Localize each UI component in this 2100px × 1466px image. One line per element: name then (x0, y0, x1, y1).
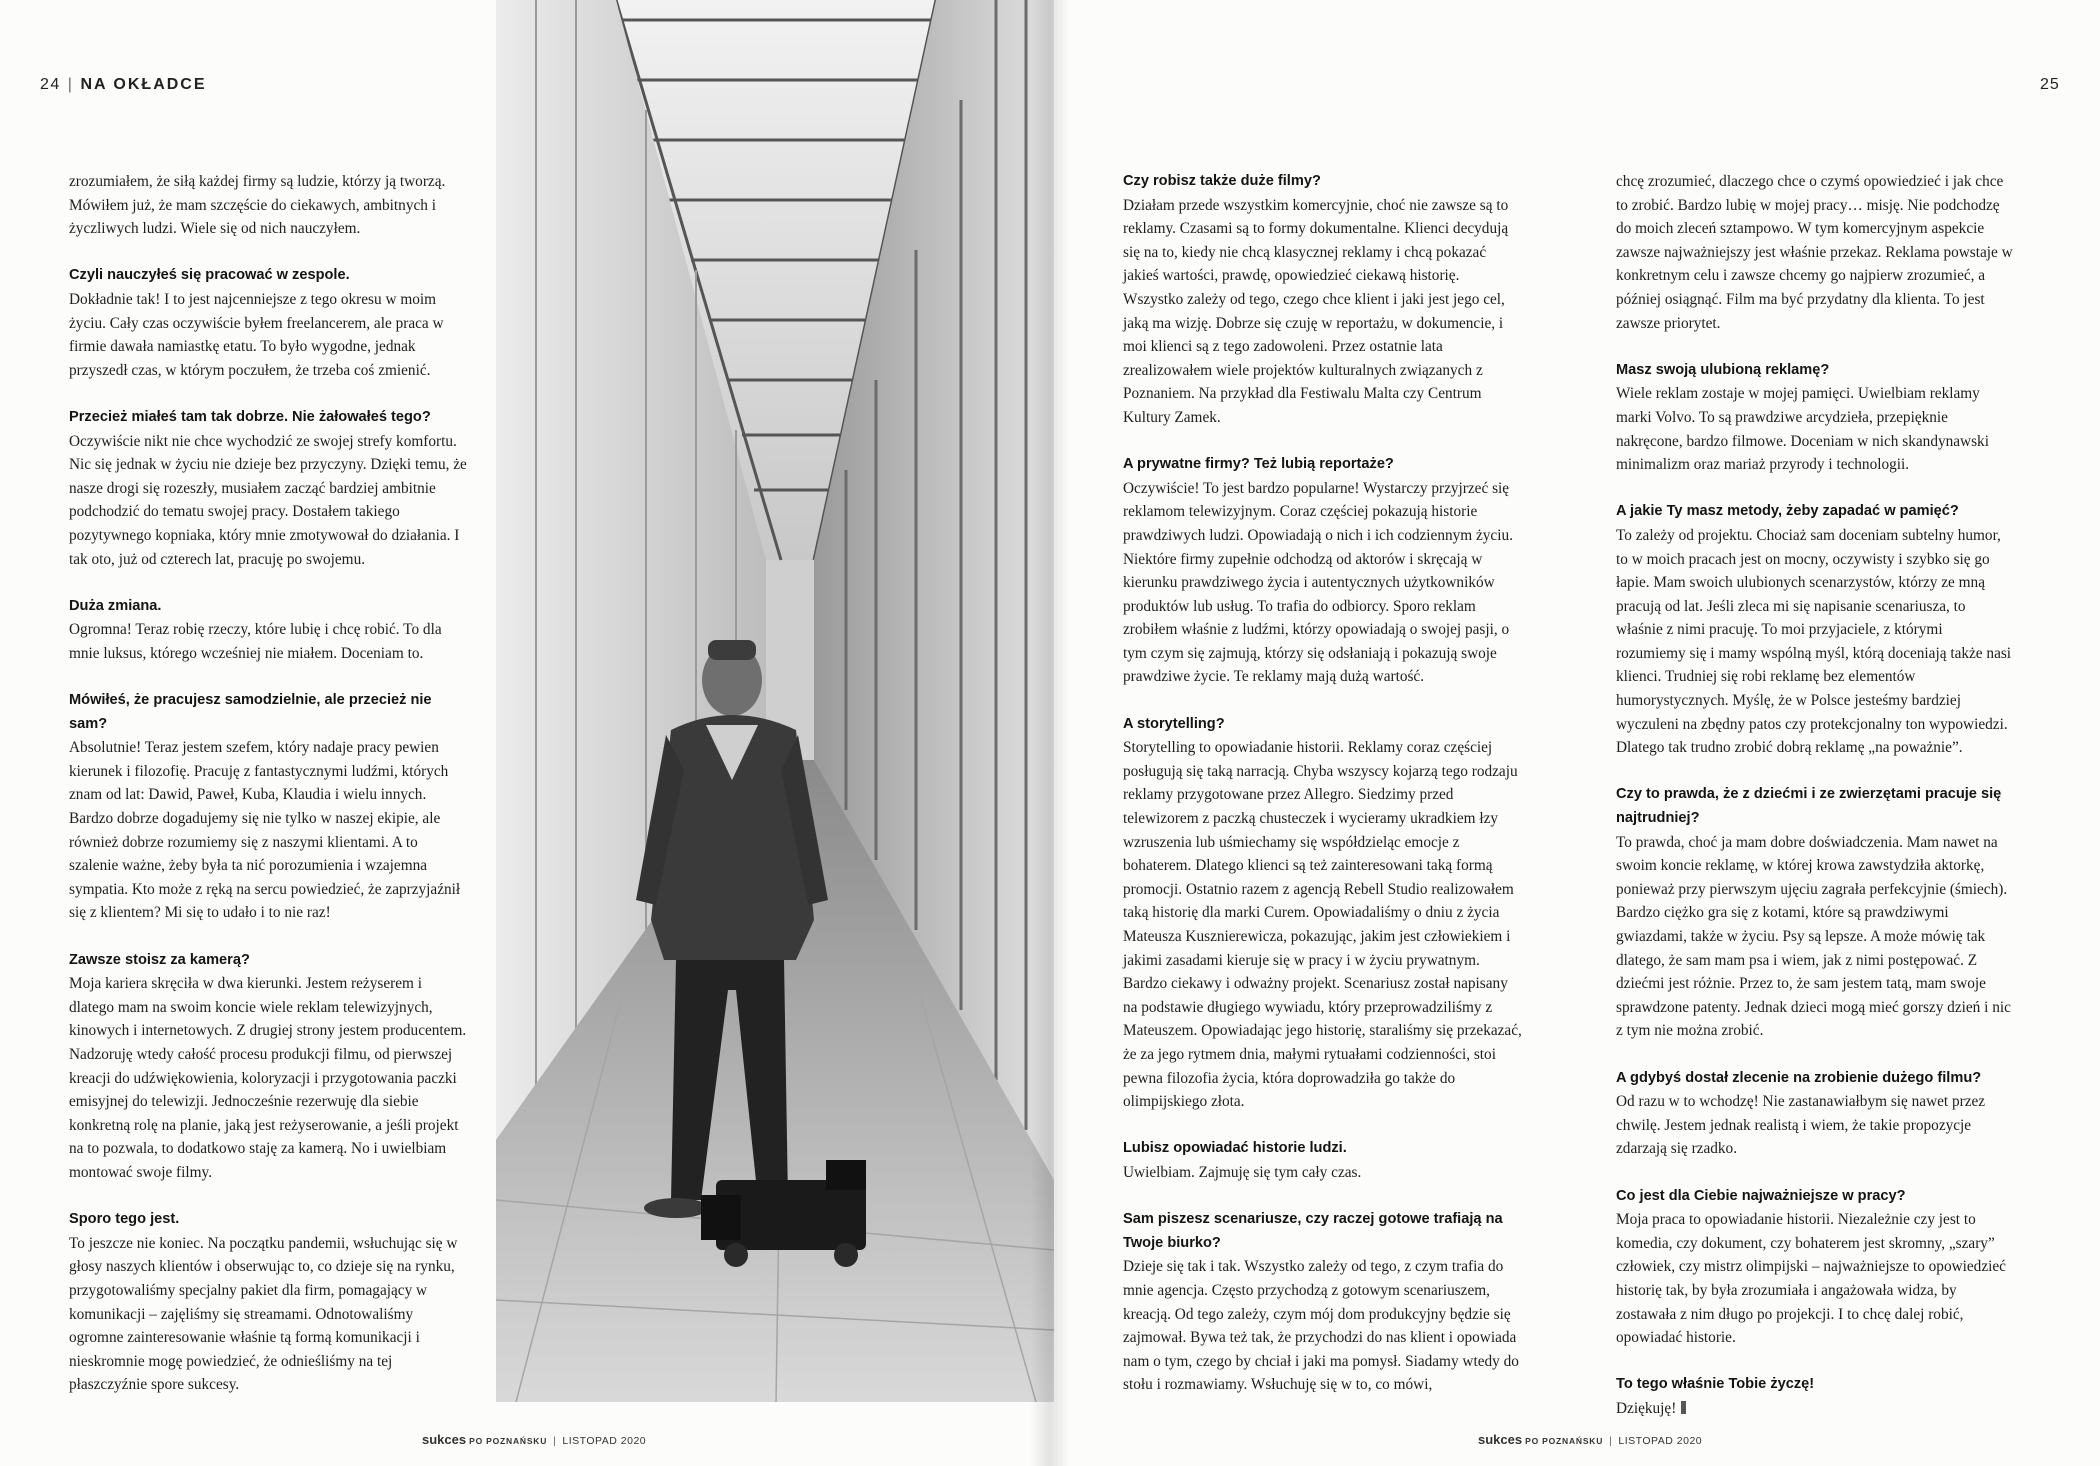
question-heading: Sam piszesz scenariusze, czy raczej gotowe trafiają na Twoje biurko? (1123, 1211, 1503, 1251)
question-heading: Czy robisz także duże filmy? (1123, 173, 1321, 189)
footer-separator: | (1609, 1435, 1613, 1447)
question-heading: Czyli nauczyłeś się pracować w zespole. (69, 267, 350, 284)
qa-block (1123, 1208, 1523, 1397)
question-heading: Masz swoją ulubioną reklamę? (1616, 361, 1830, 378)
answer-text: Działam przede wszystkim komercyjnie, choć nie zawsze są to reklamy. Czasami są to formy dokumentalne. Klienci decydują się na to, kiedy nie chcą klasycznej reklamy i chcą pokazać jakieś wartości, prawdę, opowiedzieć ciekawą historię. Wszystko zależy od tego, czego chce klient i jaki jest jego cel, jaką ma wizję. Dobrze się czuję w reportażu, w dokumencie, i moi klienci są z tego zadowoleni. Przez ostatnie lata zrealizowałem wiele projektów kulturalnych związanych z Poznaniem. Na przykład dla Festiwalu Malta czy Centrum Kultury Zamek. (1123, 196, 1509, 426)
left-page-footer (422, 1432, 646, 1447)
qa-block (69, 264, 469, 382)
qa-block (1123, 453, 1523, 689)
answer-text: Absolutnie! Teraz jestem szefem, który nadaje pracy pewien kierunek i filozofię. Pracuję z fantastycznymi ludźmi, których znam od lat: Dawid, Paweł, Kuba, Klaudia i wielu innych. Bardzo dobrze dogadujemy się nie tylko w naszej ekipie, ale również dobrze rozumiemy się z naszymi klientami. A to szalenie ważne, żeby była ta nić porozumienia i wzajemna sympatia. Kto może z ręką na sercu powiedzieć, że zaprzyjaźnił się z klientem? Mi się to udało i to nie raz! (69, 739, 461, 922)
left-page-number: 24 (40, 76, 61, 93)
answer-text: Dzieje się tak i tak. Wszystko zależy od tego, z czym trafia do mnie agencja. Często przychodzą z gotowym scenariuszem, kreacją. Od tego zależy, czym mój dom produkcyjny będzie się zajmował. Bywa też tak, że przychodzi do nas klient i opowiada nam o tym, czego by chciał i jaki ma pomysł. Siadamy wtedy do stołu i rozmawiamy. Wsłuchuję się w to, co mówi, (1123, 1258, 1519, 1394)
answer-text: To zależy od projektu. Chociaż sam doceniam subtelny humor, to w moich pracach jest on mocny, oczywisty i szybko się go łapie. Mam swoich ulubionych scenarzystów, którzy ze mną pracują od lat. Jeśli zleca mi się napisanie scenariusza, to właśnie z nimi pracuję. To moi przyjaciele, z którymi rozumiemy się i mamy wspólną myśl, którą doceniają także nasi klienci. Trudniej się robi reklamę bez elementów humorystycznych. Myślę, że w Polsce jesteśmy bardziej wyczuleni na zbędny patos czy protekcjonalny ton wypowiedzi. Dlatego tak trudno zrobić dobrą reklamę „na poważnie”. (1616, 526, 2012, 757)
qa-block (1123, 713, 1523, 1114)
question-heading: Czy to prawda, że z dziećmi i ze zwierzętami pracuje się najtrudniej? (1616, 786, 2002, 827)
column-1 (69, 170, 469, 1397)
question-heading: A jakie Ty masz metody, żeby zapadać w pamięć? (1616, 503, 1959, 520)
qa-block (69, 170, 469, 241)
issue-date: LISTOPAD 2020 (1618, 1435, 1703, 1447)
answer-text: Dokładnie tak! I to jest najcenniejsze z tego okresu w moim życiu. Cały czas oczywiście byłem freelancerem, ale praca w firmie dawała namiastkę etatu. To było wygodne, jednak przyszedł czas, w którym poczułem, że trzeba coś zmienić. (69, 290, 444, 379)
question-heading: Co jest dla Ciebie najważniejsze w pracy? (1616, 1187, 1906, 1204)
answer-text: Uwielbiam. Zajmuję się tym cały czas. (1123, 1163, 1362, 1181)
qa-block (69, 595, 469, 666)
question-heading: Lubisz opowiadać historie ludzi. (1123, 1140, 1347, 1157)
question-heading: To tego właśnie Tobie życzę! (1616, 1376, 1815, 1393)
answer-text: Moja praca to opowiadanie historii. Niezależnie czy jest to komedia, czy dokument, czy bohaterem jest skromny, „szary” człowiek, czy mistrz olimpijski – najważniejsze to opowiedzieć historię tak, by była zrozumiała i angażowała widza, by zostawała z nim długo po projekcji. I to chcę dalej robić, opowiadać historie. (1616, 1211, 2006, 1347)
qa-block (1616, 1373, 2016, 1420)
question-heading: Zawsze stoisz za kamerą? (69, 951, 250, 968)
answer-text: To jeszcze nie koniec. Na początku pandemii, wsłuchując się w głosy naszych klientów i obserwując to, co dzieje się na rynku, przygotowaliśmy specjalny pakiet dla firm, pomagający w komunikacji – zajęliśmy się streamami. Odnotowaliśmy ogromne zainteresowanie właśnie tą formą komunikacji i nieskromnie mogę powiedzieć, że odnieśliśmy na tej płaszczyźnie spore sukcesy. (69, 1234, 458, 1394)
magazine-brand: sukces (422, 1432, 467, 1447)
column-3 (1616, 170, 2016, 1420)
header-separator: | (67, 76, 74, 93)
answer-text: Od razu w to wchodzę! Nie zastanawiałbym się nawet przez chwilę. Jestem jednak realistą i wiem, że takie propozycje zdarzają się rzadko. (1616, 1093, 1986, 1158)
answer-text: Oczywiście nikt nie chce wychodzić ze swojej strefy komfortu. Nic się jednak w życiu nie dzieje bez przyczyny. Dzięki temu, że nasze drogi się rozeszły, musiałem zacząć bardziej ambitnie podchodzić do tematu swojej pracy. Dostałem takiego pozytywnego kopniaka, który mnie zmotywował do działania. I tak oto, już od czterech lat, pracuję po swojemu. (69, 432, 467, 568)
magazine-brand-sub: PO POZNAŃSKU (469, 1436, 548, 1446)
question-heading: A gdybyś dostał zlecenie na zrobienie dużego filmu? (1616, 1069, 1982, 1086)
qa-block (1616, 500, 2016, 760)
footer-separator: | (553, 1435, 557, 1447)
qa-block (1616, 1185, 2016, 1350)
qa-block (69, 1208, 469, 1397)
magazine-brand: sukces (1478, 1432, 1523, 1447)
issue-date: LISTOPAD 2020 (562, 1435, 647, 1447)
question-heading: Duża zmiana. (69, 597, 162, 614)
answer-text: zrozumiałem, że siłą każdej firmy są ludzie, którzy ją tworzą. Mówiłem już, że mam szczęście do ciekawych, ambitnych i życzliwych ludzi. Wiele się od nich nauczyłem. (69, 173, 446, 238)
answer-text: Moja kariera skręciła w dwa kierunki. Jestem reżyserem i dlatego mam na swoim koncie wiele reklam telewizyjnych, kinowych i internetowych. Z drugiej strony jestem producentem. Nadzoruję wtedy całość procesu produkcji filmu, od pierwszej kreacji do udźwiękowienia, koloryzacji i przygotowania paczki emisyjnej do telewizji. Jednocześnie rezerwuję dla siebie konkretną rolę na planie, jaką jest reżyserowanie, a jeśli projekt na to pozwala, to dodatkowo staję za kamerą. No i uwielbiam montować swoje filmy. (69, 975, 467, 1181)
answer-text (1616, 1397, 2016, 1421)
answer-text: Storytelling to opowiadanie historii. Reklamy coraz częściej posługują się taką narracją. Chyba wszyscy kojarzą tego rodzaju reklamy przygotowane przez Allegro. Siedzimy przed telewizorem z paczką chusteczek i wycieramy ukradkiem łzy wzruszenia lub uśmiechamy się współdzieląc emocje z bohaterem. Dlatego klienci są też zainteresowani taką formą promocji. Ostatnio razem z agencją Rebell Studio realizowałem taką historię dla marki Curem. Opowiadaliśmy o dniu z życia Mateusza Kusznierewicza, pokazując, jakim jest człowiekiem i jakimi zasadami kieruje się w pracy i w życiu prywatnym. Bardzo ciekawy i odważny projekt. Scenariusz został napisany na podstawie długiego wywiadu, który przeprowadziliśmy z Mateuszem. Opowiadając jego historię, staraliśmy się przekazać, że za jego rytmem dnia, małymi rytuałami codzienności, stoi pewna filozofia życia, która doprowadziła go także do olimpijskiego złota. (1123, 739, 1522, 1111)
section-title: NA OKŁADCE (80, 76, 207, 93)
answer-text: To prawda, choć ja mam dobre doświadczenia. Mam nawet na swoim koncie reklamę, w której krowa zawstydziła aktorkę, ponieważ przy pierwszym ujęciu zagrała perfekcyjnie (śmiech). Bardzo ciężko gra się z kotami, które są prawdziwymi gwiazdami, także w życiu. Psy są lepsze. A może mówię tak dlatego, że sam mam psa i wiem, jak z nimi postępować. Z dziećmi jest różnie. Przez to, że sam jestem tatą, mam swoje sprawdzone patenty. Jednak dzieci mogą mieć gorszy dzień i nic z tym nie można zrobić. (1616, 833, 2011, 1040)
qa-block (69, 689, 469, 925)
magazine-brand-sub: PO POZNAŃSKU (1525, 1436, 1604, 1446)
answer-text: chcę zrozumieć, dlaczego chce o czymś opowiedzieć i jak chce to zrobić. Bardzo lubię w mojej pracy… misję. Nie podchodzę do moich zleceń sztampowo. W tym komercyjnym aspekcie zawsze najważniejszy jest właśnie przekaz. Reklama powstaje w konkretnym celu i zawsze chcemy go najpierw zrozumieć, a później osiągnąć. Film ma być przydatny dla klienta. To jest zawsze priorytet. (1616, 173, 2013, 332)
qa-block (69, 406, 469, 571)
question-heading: Sporo tego jest. (69, 1211, 180, 1228)
qa-block (69, 949, 469, 1185)
qa-block (1616, 783, 2016, 1043)
qa-block (1616, 359, 2016, 477)
right-page-footer (1478, 1432, 1702, 1447)
column-2 (1123, 170, 1523, 1397)
qa-block (1123, 1137, 1523, 1184)
question-heading: A storytelling? (1123, 715, 1225, 732)
left-page-header (40, 76, 207, 94)
answer-text: Ogromna! Teraz robię rzeczy, które lubię i chcę robić. To dla mnie luksus, którego wcześniej nie miałem. Doceniam to. (69, 621, 442, 662)
answer-text: Oczywiście! To jest bardzo popularne! Wystarczy przyjrzeć się reklamom telewizyjnym. Coraz częściej pokazują historie prawdziwych ludzi. Opowiadają o nich i ich codziennym życiu. Niektóre firmy zupełnie odchodzą od aktorów i skręcają w kierunku prawdziwego życia i autentycznych użytkowników produktów lub usług. To trafia do odbiorcy. Sporo reklam zrobiłem właśnie z ludźmi, którzy opowiadają o swojej pasji, o tym czym się zajmują, którzy się odsłaniają i pokazują swoje prawdziwe życie. Te reklamy mają dużą wartość. (1123, 479, 1513, 686)
right-page-number: 25 (2040, 76, 2060, 93)
qa-block (1616, 170, 2016, 335)
question-heading: A prywatne firmy? Też lubią reportaże? (1123, 456, 1394, 473)
question-heading: Mówiłeś, że pracujesz samodzielnie, ale przecież nie sam? (69, 692, 432, 732)
answer-text: Wiele reklam zostaje w mojej pamięci. Uwielbiam reklamy marki Volvo. To są prawdziwe arcydzieła, przepięknie nakręcone, bardzo filmowe. Doceniam w nich skandynawski minimalizm oraz mariaż przyrody i technologii. (1616, 385, 1989, 474)
closing-text: Dziękuję! (1616, 1399, 1677, 1417)
qa-block (1123, 170, 1523, 430)
question-heading: Przecież miałeś tam tak dobrze. Nie żałowałeś tego? (69, 408, 431, 425)
end-mark-icon (1681, 1401, 1686, 1414)
qa-block (1616, 1067, 2016, 1161)
man-with-camera-photo (496, 0, 1054, 1402)
